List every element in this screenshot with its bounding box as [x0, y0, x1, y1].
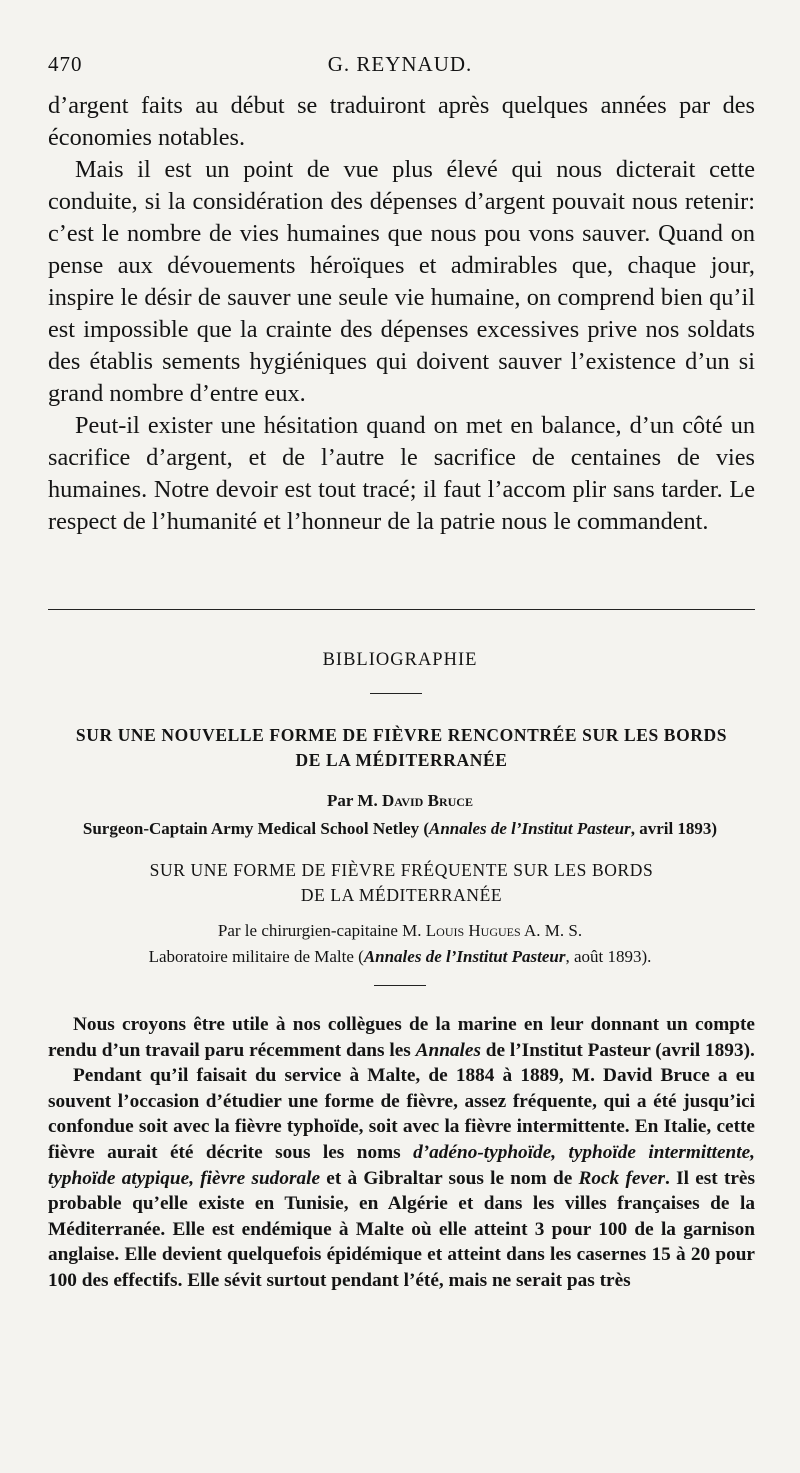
- text-line: d’argent faits au début se traduiront après quelques années par: [48, 92, 723, 119]
- article-2-source: Laboratoire militaire de Malte (Annales de l’Institut Pasteur, août 1893).: [148, 947, 652, 966]
- article-1-journal: Annales de l’Institut Pasteur: [429, 819, 631, 838]
- review-paragraph-2: Pendant qu’il faisait du service à Malte, de 1884 à 1889, M. David Bruce a eu souvent l’occasion d’étudier une forme de fièvre, assez fréquente, qui a été jusqu’ici confondue soit avec la fièvre typhoïde, soit avec la fièvre intermittente. En Italie, cette fièvre aurait été décrite sous les noms d’adéno-typhoïde, typhoïde intermittente, typhoïde atypique, fièvre sudorale et à Gibraltar sous le nom de Rock fever. Il est très probable qu’elle existe en Tunisie, en Algérie et dans les villes françaises de la Méditerranée. Elle est endémique à Malte où elle atteint 3 pour 100 de la garnison anglaise. Elle devient quelquefois épidémique et atteint dans les casernes 15 à 20 pour 100 des effectifs. Elle sévit surtout pendant l’été, mais ne serait pas très: [48, 1065, 755, 1291]
- article-2-title-line-2: DE LA MÉDITERRANÉE: [300, 885, 503, 905]
- paragraph-2: [48, 154, 755, 410]
- review-text: [48, 1012, 755, 1294]
- text-line: de vies humaines. Notre devoir est tout tracé; il faut l’accom: [48, 444, 755, 503]
- text-line: Mais il est un point de vue plus élevé qui nous dicterait cette: [75, 156, 755, 183]
- paragraph-1: [48, 90, 755, 154]
- article-1-title-line-2: DE LA MÉDITERRANÉE: [295, 750, 508, 770]
- text-line: admirables que, chaque jour, inspire le désir de sauver une: [48, 252, 756, 311]
- article-2-title: [48, 858, 755, 908]
- text-line: Peut-il exister une hésitation quand on met en balance, d’un: [75, 412, 683, 439]
- text-line: patrie nous le commandent.: [439, 508, 709, 535]
- running-head-author: G. REYNAUD.: [327, 52, 473, 76]
- bibliography-heading: BIBLIOGRAPHIE: [322, 650, 478, 670]
- article-1-title: [48, 723, 755, 773]
- text-line: des économies notables.: [48, 92, 755, 151]
- text-line: la crainte des dépenses excessives prive nos soldats des établis: [48, 316, 755, 375]
- text-line: seule vie humaine, on comprend bien qu’il est impossible que: [48, 284, 755, 343]
- running-header: [48, 52, 752, 82]
- article-2-author: Louis Hugues: [425, 921, 521, 940]
- article-2-journal: Annales de l’Institut Pasteur: [363, 947, 566, 966]
- text-line: grand nombre d’entre eux.: [48, 380, 306, 407]
- article-1-author: David Bruce: [381, 791, 473, 810]
- section-divider: [48, 609, 755, 610]
- article-1-byline: Par M. David Bruce: [327, 791, 473, 810]
- short-divider: [370, 693, 422, 694]
- text-line: sements hygiéniques qui doivent sauver l’existence d’un si: [162, 348, 756, 375]
- page-number: 470: [48, 52, 83, 76]
- short-divider: [374, 985, 426, 986]
- article-1-source: Surgeon-Captain Army Medical School Netley (Annales de l’Institut Pasteur, avril 1893): [82, 819, 718, 838]
- main-text: [48, 90, 755, 538]
- text-line: nous retenir: c’est le nombre de vies humaines que nous pou: [48, 188, 755, 247]
- paragraph-3: [48, 410, 755, 538]
- article-1-title-line-1: SUR UNE NOUVELLE FORME DE FIÈVRE RENCONTRÉE SUR LES BORDS: [75, 725, 728, 745]
- text-line: conduite, si la considération des dépenses d’argent pouvait: [48, 188, 632, 215]
- review-paragraph-1: Nous croyons être utile à nos collègues de la marine en leur donnant un compte rendu d’un travail paru récemment dans les Annales de l’Institut Pasteur (avril 1893).: [48, 1014, 755, 1061]
- text-line: vons sauver. Quand on pense aux dévouements héroïques et: [48, 220, 755, 279]
- text-line: plir sans tarder. Le respect de l’humanité et l’honneur de la: [48, 476, 755, 535]
- text-line: côté un sacrifice d’argent, et de l’autre le sacrifice de centaines: [48, 412, 755, 471]
- article-2-title-line-1: SUR UNE FORME DE FIÈVRE FRÉQUENTE SUR LES BORDS: [149, 860, 654, 880]
- article-2-byline: Par le chirurgien-capitaine M. Louis Hugues A. M. S.: [217, 921, 583, 940]
